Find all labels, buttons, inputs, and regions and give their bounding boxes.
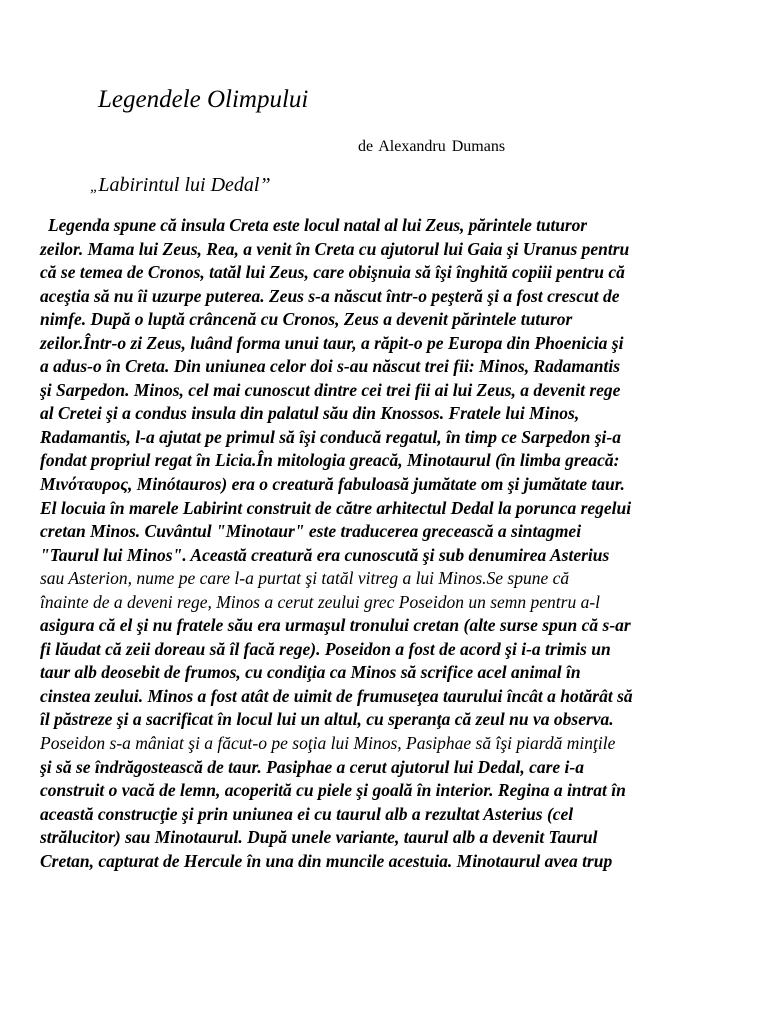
body-paragraph — [40, 214, 740, 873]
body-line: Μινόταυρος, Minótauros) era o creatură fabuloasă jumătate om şi jumătate taur. — [40, 474, 625, 495]
chapter-title: Labirintul lui Dedal” — [98, 174, 271, 196]
body-line: asigura că el şi nu fratele său era urmaşul tronului cretan (alte surse spun că s-ar — [40, 615, 631, 636]
body-line: cretan Minos. Cuvântul "Minotaur" este traducerea grecească a sintagmei — [40, 521, 582, 542]
chapter-quote-mark: „ — [90, 179, 99, 195]
body-line: strălucitor) sau Minotaurul. După unele variante, taurul alb a devenit Taurul — [40, 827, 598, 848]
body-line: zeilor. Mama lui Zeus, Rea, a venit în Creta cu ajutorul lui Gaia şi Uranus pentru — [40, 238, 630, 259]
document-author: de Alexandru Dumans — [358, 138, 506, 155]
body-line: a adus-o în Creta. Din uniunea celor doi s-au născut trei fii: Minos, Radamantis — [40, 356, 621, 377]
body-line: "Taurul lui Minos". Această creatură era cunoscută şi sub denumirea Asterius — [40, 544, 610, 565]
body-line: Radamantis, l-a ajutat pe primul să îşi conducă regatul, în timp ce Sarpedon şi-a — [40, 426, 621, 447]
document-title: Legendele Olimpului — [98, 86, 309, 113]
body-line: înainte de a deveni rege, Minos a cerut zeului grec Poseidon un semn pentru a-l — [40, 591, 601, 612]
body-line: al Cretei şi a condus insula din palatul său din Knossos. Fratele lui Minos, — [40, 403, 580, 424]
body-line: zeilor.Într-o zi Zeus, luând forma unui taur, a răpit-o pe Europa din Phoenicia şi — [40, 332, 624, 353]
body-line: fondat propriul regat în Licia.În mitologia greacă, Minotaurul (în limba greacă: — [40, 450, 620, 471]
body-line: sau Asterion, nume pe care l-a purtat şi tatăl vitreg a lui Minos.Se spune că — [40, 568, 570, 589]
body-line: aceştia să nu îi uzurpe puterea. Zeus s-a născut într-o peşteră şi a fost crescut de — [40, 285, 620, 306]
body-line: El locuia în marele Labirint construit de către arhitectul Dedal la porunca regelui — [40, 497, 632, 518]
body-line: Legenda spune că insula Creta este locul natal al lui Zeus, părintele tuturor — [48, 215, 587, 235]
body-line: Cretan, capturat de Hercule în una din muncile acestuia. Minotaurul avea trup — [40, 850, 613, 871]
body-line: şi Sarpedon. Minos, cel mai cunoscut dintre cei trei fii ai lui Zeus, a devenit rege — [40, 379, 621, 400]
body-line: cinstea zeului. Minos a fost atât de uimit de frumuseţea taurului încât a hotărât să — [40, 685, 633, 706]
body-line: Poseidon s-a mâniat şi a făcut-o pe soţia lui Minos, Pasiphae să îşi piardă minţile — [40, 733, 616, 754]
body-line: nimfe. După o luptă crâncenă cu Cronos, Zeus a devenit părintele tuturor — [40, 309, 573, 330]
chapter-heading — [90, 174, 271, 197]
body-line: construit o vacă de lemn, acoperită cu piele şi goală în interior. Regina a intrat în — [40, 780, 626, 801]
body-line: că se temea de Cronos, tatăl lui Zeus, care obişnuia să îşi înghită copiii pentru că — [40, 262, 625, 283]
body-line: şi să se îndrăgostească de taur. Pasiphae a cerut ajutorul lui Dedal, care i-a — [40, 756, 584, 777]
body-line: fi lăudat că zeii doreau să îl facă rege). Poseidon a fost de acord şi i-a trimis un — [40, 638, 611, 659]
body-line: această construcţie şi prin uniunea ei cu taurul alb a rezultat Asterius (cel — [40, 803, 574, 824]
body-line: taur alb deosebit de frumos, cu condiţia ca Minos să scrifice acel animal în — [40, 662, 581, 683]
body-line: îl păstreze şi a sacrificat în locul lui un altul, cu speranţa că zeul nu va observa. — [40, 709, 614, 730]
